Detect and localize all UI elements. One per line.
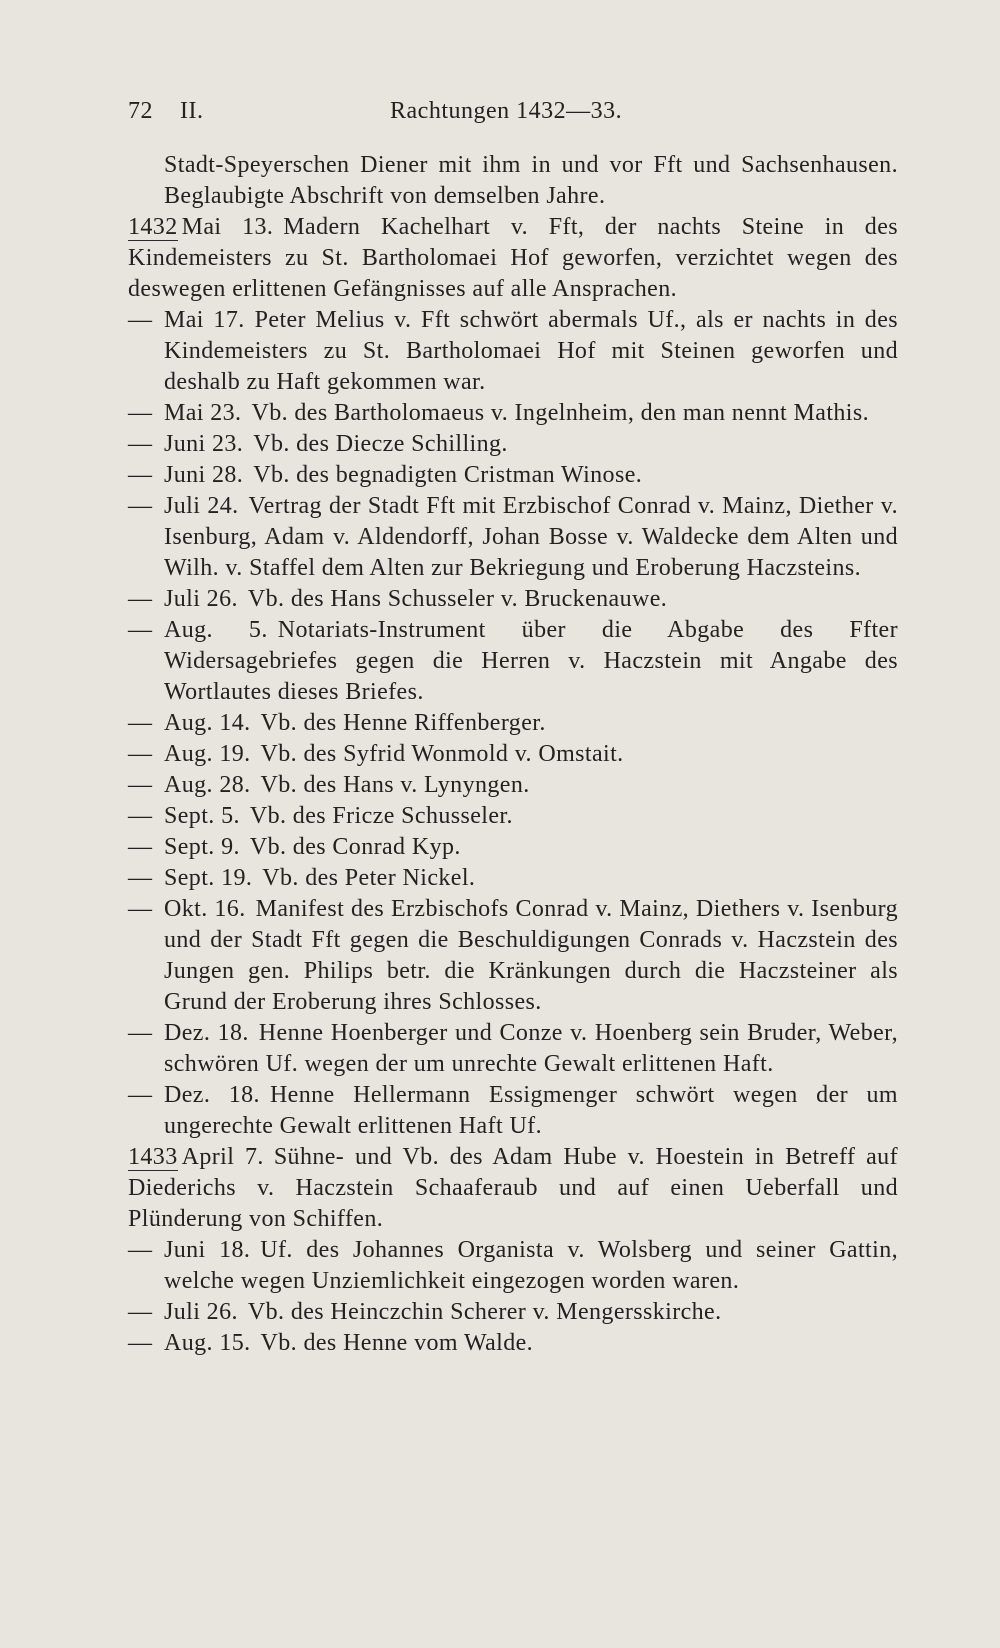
entry-date: Mai 17. <box>164 307 245 333</box>
entry-dash: — <box>128 431 153 457</box>
entry-date: Mai 13. <box>181 214 274 240</box>
entry-date: Aug. 28. <box>164 772 251 798</box>
entry-text: Vb. des Henne vom Walde. <box>260 1330 534 1356</box>
entry-text: Vb. des Heinczchin Scherer v. Mengersskirche. <box>247 1299 722 1325</box>
entry-date: Juli 24. <box>164 493 239 519</box>
entry-date: Dez. 18. <box>164 1020 249 1046</box>
intro-paragraph: Stadt-Speyerschen Diener mit ihm in und vor Fft und Sachsenhausen. Beglaubigte Abschrift von demselben Jahre. <box>164 152 898 209</box>
entry-date: Juli 26. <box>164 586 238 612</box>
list-item <box>128 1328 898 1359</box>
entry-text: Manifest des Erzbischofs Conrad v. Mainz, Diethers v. Isenburg und der Stadt Fft gegen die Beschuldigungen Conrads v. Haczstein des Jungen gen. Philips betr. die Kränkungen durch die Haczsteiner als Grund der Eroberung ihres Schlosses. <box>164 896 898 1015</box>
entry-dash: — <box>128 1330 153 1356</box>
running-title: Rachtungen 1432—33. <box>390 98 623 124</box>
list-item <box>128 1297 898 1328</box>
entry-text: Sühne- und Vb. des Adam Hube v. Hoestein in Betreff auf Diederichs v. Haczstein Schaaferaub und auf einen Ueberfall und Plünderung von Schiffen. <box>128 1144 898 1232</box>
entry-dash: — <box>128 865 153 891</box>
entry-text: Vertrag der Stadt Fft mit Erzbischof Conrad v. Mainz, Diether v. Isenburg, Adam v. Aldendorff, Johan Bosse v. Waldecke dem Alten und Wilh. v. Staffel dem Alten zur Bekriegung und Eroberung Haczsteins. <box>164 493 898 581</box>
list-item <box>128 739 898 770</box>
list-item <box>128 708 898 739</box>
list-item <box>128 770 898 801</box>
entry-year: 1433 <box>128 1144 178 1170</box>
entry-dash: — <box>128 803 153 829</box>
list-item <box>128 615 898 708</box>
list-item <box>128 212 898 305</box>
list-item <box>128 894 898 1018</box>
list-item <box>128 1080 898 1142</box>
entry-text: Vb. des Diecze Schilling. <box>253 431 508 457</box>
entry-date: Sept. 5. <box>164 803 240 829</box>
entry-text: Vb. des Bartholomaeus v. Ingelnheim, den man nennt Mathis. <box>251 400 869 426</box>
entry-text: Notariats-Instrument über die Abgabe des Ffter Widersagebriefes gegen die Herren v. Haczstein mit Angabe des Wortlautes dieses Briefes. <box>164 617 898 705</box>
section-number: II. <box>180 98 204 124</box>
list-item <box>128 1235 898 1297</box>
page-header <box>128 98 648 132</box>
list-item <box>128 1018 898 1080</box>
entry-text: Vb. des Henne Riffenberger. <box>260 710 546 736</box>
entry-date: Aug. 19. <box>164 741 251 767</box>
entry-dash: — <box>128 462 153 488</box>
list-item <box>128 491 898 584</box>
list-item <box>128 460 898 491</box>
entry-dash: — <box>128 1299 153 1325</box>
list-item <box>128 398 898 429</box>
entry-text: Henne Hoenberger und Conze v. Hoenberg sein Bruder, Weber, schwören Uf. wegen der um unrechte Gewalt erlittenen Haft. <box>164 1020 898 1077</box>
entry-dash: — <box>128 1237 153 1263</box>
entry-text: Vb. des Hans v. Lynyngen. <box>260 772 530 798</box>
entry-dash: — <box>128 741 153 767</box>
entry-dash: — <box>128 493 153 519</box>
entry-dash: — <box>128 1020 153 1046</box>
entry-dash: — <box>128 710 153 736</box>
entry-list <box>128 212 898 1359</box>
entry-dash: — <box>128 772 153 798</box>
body-text <box>128 150 898 1359</box>
entry-dash: — <box>128 400 153 426</box>
entry-date: Juni 28. <box>164 462 244 488</box>
list-item <box>128 863 898 894</box>
list-item <box>128 584 898 615</box>
entry-year: 1432 <box>128 214 178 240</box>
entry-date: Juli 26. <box>164 1299 238 1325</box>
list-item <box>128 832 898 863</box>
entry-date: Juni 23. <box>164 431 244 457</box>
entry-dash: — <box>128 307 153 333</box>
entry-date: April 7. <box>181 1144 264 1170</box>
entry-date: Aug. 15. <box>164 1330 251 1356</box>
list-item <box>128 305 898 398</box>
entry-dash: — <box>128 896 153 922</box>
entry-text: Vb. des Hans Schusseler v. Bruckenauwe. <box>247 586 668 612</box>
entry-date: Aug. 5. <box>164 617 268 643</box>
entry-text: Vb. des Conrad Kyp. <box>249 834 461 860</box>
entry-text: Uf. des Johannes Organista v. Wolsberg und seiner Gattin, welche wegen Unziemlichkeit eingezogen worden waren. <box>164 1237 898 1294</box>
entry-text: Vb. des Peter Nickel. <box>262 865 476 891</box>
entry-date: Dez. 18. <box>164 1082 260 1108</box>
list-item <box>128 429 898 460</box>
entry-date: Aug. 14. <box>164 710 251 736</box>
entry-text: Vb. des Syfrid Wonmold v. Omstait. <box>260 741 624 767</box>
entry-date: Juni 18. <box>164 1237 251 1263</box>
entry-date: Mai 23. <box>164 400 242 426</box>
entry-dash: — <box>128 617 153 643</box>
entry-text: Henne Hellermann Essigmenger schwört wegen der um ungerechte Gewalt erlittenen Haft Uf. <box>164 1082 898 1139</box>
entry-date: Sept. 9. <box>164 834 240 860</box>
list-item <box>128 1142 898 1235</box>
list-item <box>128 801 898 832</box>
entry-text: Peter Melius v. Fft schwört abermals Uf., als er nachts in des Kindemeisters zu St. Bartholomaei Hof mit Steinen geworfen und deshalb zu Haft gekommen war. <box>164 307 898 395</box>
entry-dash: — <box>128 834 153 860</box>
entry-text: Madern Kachelhart v. Fft, der nachts Steine in des Kindemeisters zu St. Bartholomaei Hof geworfen, verzichtet wegen des deswegen erlittenen Gefängnisses auf alle Ansprachen. <box>128 214 898 302</box>
page-number: 72 <box>128 98 153 124</box>
entry-dash: — <box>128 1082 153 1108</box>
entry-date: Sept. 19. <box>164 865 253 891</box>
entry-text: Vb. des Fricze Schusseler. <box>249 803 513 829</box>
entry-date: Okt. 16. <box>164 896 246 922</box>
entry-dash: — <box>128 586 153 612</box>
entry-text: Vb. des begnadigten Cristman Winose. <box>253 462 643 488</box>
